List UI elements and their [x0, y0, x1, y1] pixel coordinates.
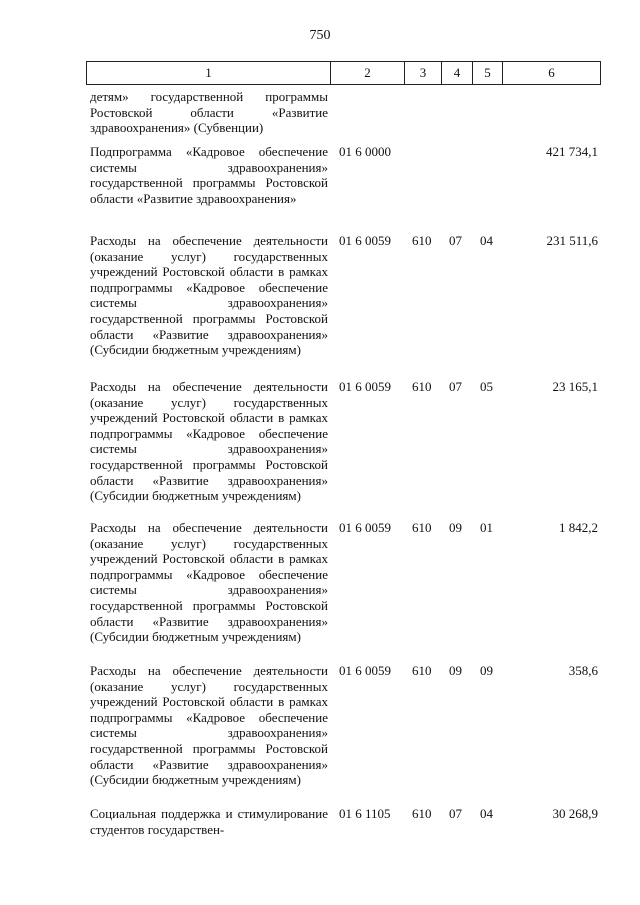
row-target-code: 01 6 0059 [339, 520, 391, 535]
row-expense-type: 610 [412, 379, 432, 394]
column-header-row [87, 62, 601, 85]
row-description: Подпрограмма «Кадровое обеспечение системы здравоохранения» государственной программы Ростовской области «Развитие здравоохранения» [90, 144, 328, 206]
row-description: детям» государственной программы Ростовской области «Развитие здравоохранения» (Субвенции) [90, 89, 328, 136]
row-amount: 421 734,1 [546, 144, 598, 159]
row-target-code: 01 6 0059 [339, 379, 391, 394]
column-header-3: 3 [405, 62, 442, 85]
row-target-code: 01 6 1105 [339, 806, 391, 821]
row-expense-type: 610 [412, 806, 432, 821]
row-amount: 23 165,1 [552, 379, 598, 394]
column-header-2: 2 [331, 62, 405, 85]
row-section: 07 [449, 806, 462, 821]
row-section: 07 [449, 233, 462, 248]
row-target-code: 01 6 0059 [339, 233, 391, 248]
row-description: Расходы на обеспечение деятельности (оказание услуг) государственных учреждений Ростовской области в рамках подпрограммы «Кадровое обеспечение системы здравоохранения» государственной программы Ростовской области «Развитие здравоохранения» (Субсидии бюджетным учреждениям) [90, 663, 328, 788]
column-header-4: 4 [442, 62, 473, 85]
row-subsection: 09 [480, 663, 493, 678]
row-target-code: 01 6 0059 [339, 663, 391, 678]
row-description: Расходы на обеспечение деятельности (оказание услуг) государственных учреждений Ростовской области в рамках подпрограммы «Кадровое обеспечение системы здравоохранения» государственной программы Ростовской области «Развитие здравоохранения» (Субсидии бюджетным учреждениям) [90, 233, 328, 358]
row-description: Социальная поддержка и стимулирование студентов государствен- [90, 806, 328, 837]
row-description: Расходы на обеспечение деятельности (оказание услуг) государственных учреждений Ростовской области в рамках подпрограммы «Кадровое обеспечение системы здравоохранения» государственной программы Ростовской области «Развитие здравоохранения» (Субсидии бюджетным учреждениям) [90, 520, 328, 645]
row-amount: 30 268,9 [552, 806, 598, 821]
row-amount: 358,6 [568, 663, 598, 678]
row-expense-type: 610 [412, 520, 432, 535]
row-subsection: 04 [480, 806, 493, 821]
row-subsection: 01 [480, 520, 493, 535]
row-target-code: 01 6 0000 [339, 144, 391, 159]
column-header-6: 6 [503, 62, 601, 85]
row-expense-type: 610 [412, 663, 432, 678]
column-header-5: 5 [473, 62, 503, 85]
row-section: 09 [449, 520, 462, 535]
page-number: 750 [309, 28, 331, 43]
row-section: 07 [449, 379, 462, 394]
row-amount: 1 842,2 [559, 520, 598, 535]
row-description: Расходы на обеспечение деятельности (оказание услуг) государственных учреждений Ростовской области в рамках подпрограммы «Кадровое обеспечение системы здравоохранения» государственной программы Ростовской области «Развитие здравоохранения» (Субсидии бюджетным учреждениям) [90, 379, 328, 504]
row-section: 09 [449, 663, 462, 678]
column-header-1: 1 [87, 62, 331, 85]
row-amount: 231 511,6 [546, 233, 598, 248]
column-header-table [86, 61, 601, 85]
row-subsection: 05 [480, 379, 493, 394]
row-expense-type: 610 [412, 233, 432, 248]
row-subsection: 04 [480, 233, 493, 248]
